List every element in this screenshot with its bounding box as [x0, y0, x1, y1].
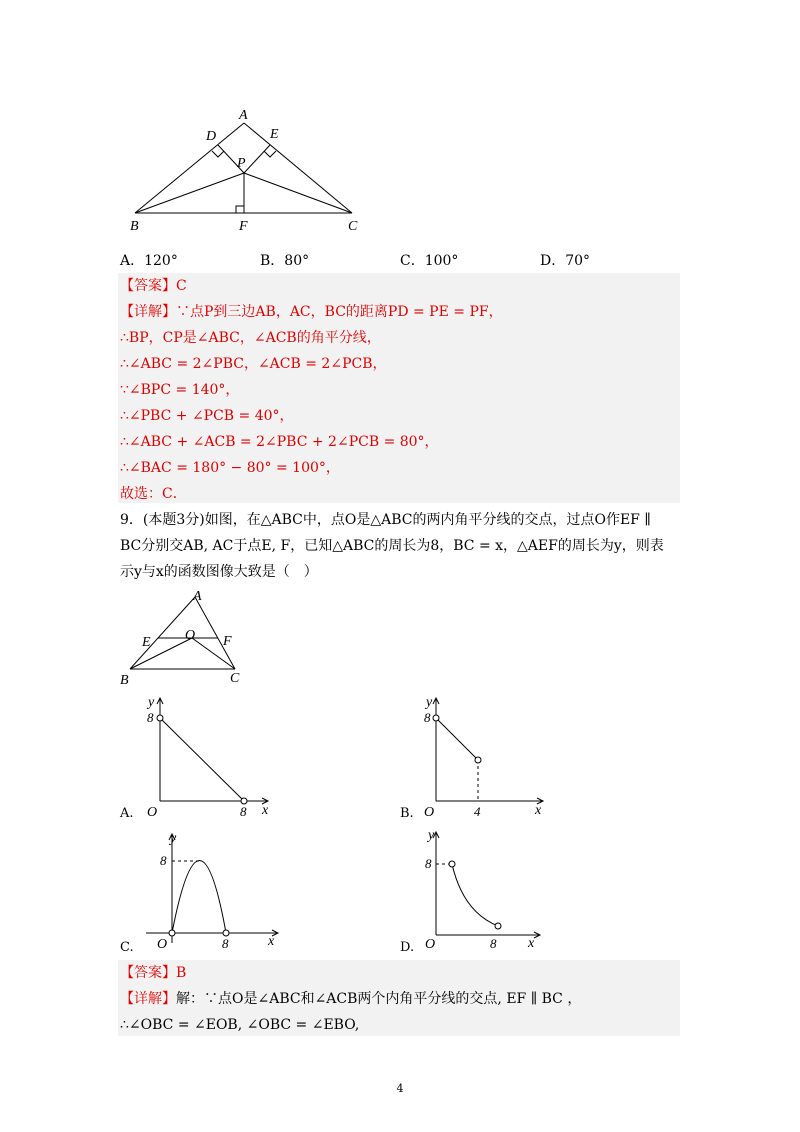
graph-d-option-label[interactable]: D. — [400, 940, 415, 955]
origin-label: O — [157, 937, 168, 952]
y-axis-label: y — [148, 695, 155, 710]
x-tick-label: 8 — [240, 804, 247, 819]
q8-option-b[interactable]: B．80° — [260, 253, 310, 269]
q8-option-c[interactable]: C．100° — [400, 253, 459, 269]
q8-detail-line5: ∴∠PBC + ∠PCB = 40°， — [120, 408, 294, 424]
graph-c-option-label[interactable]: C. — [120, 940, 134, 955]
q9-line2: BC分别交AB, AC于点E, F，已知△ABC的周长为8，BC = x，△AEF的周长为y，则表 — [120, 538, 664, 554]
fig1-label-p: P — [237, 156, 246, 171]
answer-tag: 【答案】 — [120, 278, 176, 294]
fig1-label-d: D — [206, 129, 217, 144]
open-point — [449, 861, 455, 867]
x-axis-label: x — [268, 934, 275, 949]
q8-option-a[interactable]: A．120° — [120, 253, 178, 269]
q8-detail-line2: ∴BP，CP是∠ABC，∠ACB的角平分线， — [120, 330, 381, 346]
q8-solution-box — [118, 273, 680, 503]
y-tick-label: 8 — [160, 853, 167, 868]
graph-d[interactable] — [418, 822, 548, 957]
graph-b-option-label[interactable]: B. — [400, 806, 414, 821]
detail-text: 解：∵点O是∠ABC和∠ACB两个内角平分线的交点, EF ∥ BC ， — [176, 991, 582, 1007]
q8-choose-line: 故选：C． — [120, 486, 187, 502]
origin-label: O — [147, 805, 158, 820]
q9-answer-line — [118, 960, 680, 986]
y-tick-label: 8 — [147, 710, 154, 725]
fig1-label-a: A — [239, 108, 248, 123]
fig1-label-e: E — [270, 127, 279, 142]
page-number: 4 — [396, 1082, 404, 1095]
q9-detail-line2: ∴∠OBC = ∠EOB, ∠OBC = ∠EBO, — [120, 1017, 360, 1033]
x-axis-label: x — [262, 803, 269, 818]
x-axis-label: x — [535, 803, 542, 818]
origin-label: O — [424, 805, 435, 820]
triangle-figure-p — [120, 100, 380, 240]
q9-solution-box — [118, 960, 680, 1036]
q9-line1: 9．(本题3分)如图，在△ABC中，点O是△ABC的两内角平分线的交点，过点O作EF ∥ — [120, 512, 651, 528]
q9-line3: 示y与x的函数图像大致是（ ） — [120, 564, 318, 580]
open-point — [157, 715, 163, 721]
x-axis-label: x — [528, 936, 535, 951]
fig2-label-o: O — [185, 628, 196, 643]
q8-answer-line — [118, 273, 680, 299]
open-point — [169, 930, 175, 936]
graph-a[interactable] — [140, 688, 280, 823]
fig2-label-e: E — [142, 635, 151, 650]
open-point — [475, 757, 481, 763]
q8-detail-line4: ∵∠BPC = 140°， — [120, 382, 240, 398]
y-axis-label: y — [170, 831, 177, 846]
detail-text: ∵点P到三边AB，AC，BC的距离PD = PE = PF， — [176, 304, 503, 320]
x-tick-label: 8 — [490, 936, 497, 951]
x-tick-label: 4 — [474, 804, 481, 819]
x-tick-label: 8 — [222, 936, 229, 951]
graph-a-option-label[interactable]: A. — [120, 806, 134, 821]
y-tick-label: 8 — [425, 856, 432, 871]
answer-value: B — [176, 965, 187, 981]
q9-detail-line1 — [118, 986, 680, 1012]
triangle-figure-o — [115, 585, 275, 690]
origin-label: O — [425, 937, 436, 952]
detail-tag: 【详解】 — [120, 991, 176, 1007]
q8-detail-line7: ∴∠BAC = 180° − 80° = 100°， — [120, 460, 340, 476]
y-tick-label: 8 — [424, 710, 431, 725]
q8-detail-line6: ∴∠ABC + ∠ACB = 2∠PBC + 2∠PCB = 80°， — [120, 434, 439, 450]
q8-option-d[interactable]: D．70° — [540, 253, 591, 269]
fig2-label-b: B — [120, 673, 129, 688]
fig2-label-c: C — [230, 671, 240, 686]
y-axis-label: y — [426, 695, 433, 710]
graph-c[interactable] — [140, 828, 285, 958]
open-point — [433, 715, 439, 721]
fig2-label-f: F — [223, 634, 232, 649]
fig1-label-b: B — [130, 219, 139, 234]
fig1-label-c: C — [348, 219, 358, 234]
q8-detail-line1 — [118, 299, 680, 325]
q9-question — [120, 507, 680, 585]
graph-b[interactable] — [418, 688, 548, 823]
fig2-label-a: A — [193, 589, 202, 604]
y-axis-label: y — [428, 828, 435, 843]
answer-value: C — [176, 278, 187, 294]
fig1-label-f: F — [239, 219, 248, 234]
answer-tag: 【答案】 — [120, 965, 176, 981]
open-point — [495, 923, 501, 929]
detail-tag: 【详解】 — [120, 304, 176, 320]
q8-detail-line3: ∴∠ABC = 2∠PBC，∠ACB = 2∠PCB， — [120, 356, 387, 372]
